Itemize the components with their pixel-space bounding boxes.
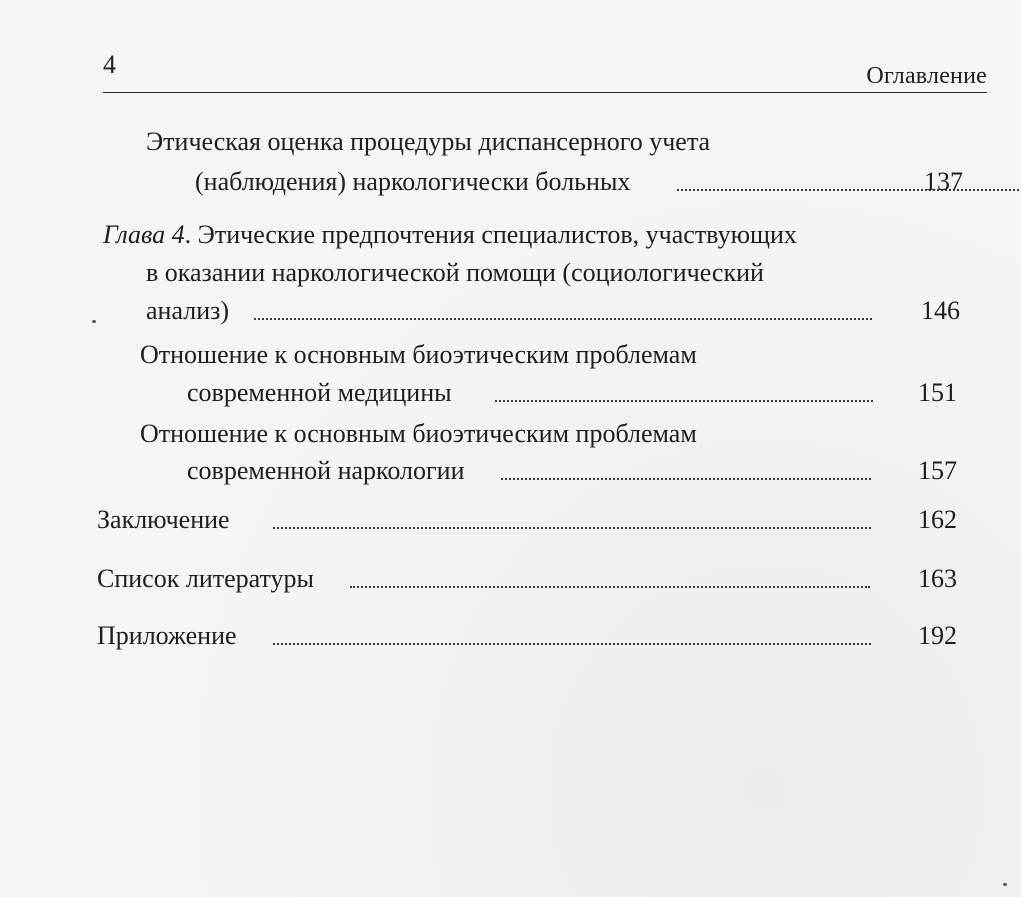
toc-page-number: 192 — [918, 621, 957, 650]
toc-entry-text: Приложение — [97, 621, 237, 650]
toc-entry-text: . Этические предпочтения специалистов, участвующих — [184, 220, 797, 249]
toc-entry-row[interactable] — [195, 167, 963, 199]
running-head — [103, 50, 987, 92]
toc-entry-text: современной наркологии — [187, 456, 465, 485]
toc-page-number: 163 — [918, 564, 957, 593]
toc-entry-text: современной медицины — [187, 378, 452, 407]
toc-entry-text: (наблюдения) наркологически больных — [195, 167, 631, 196]
toc-entry-row[interactable] — [97, 621, 957, 653]
header-title: Оглавление — [866, 63, 987, 89]
toc-entry-row[interactable] — [187, 456, 957, 488]
toc-entry-text: Список литературы — [97, 564, 314, 593]
dot-leader — [501, 478, 871, 480]
paper-speck — [92, 320, 96, 323]
toc-chapter-heading — [103, 220, 797, 250]
toc-entry-row[interactable] — [97, 505, 957, 537]
toc-entry-text: Заключение — [97, 505, 230, 534]
header-rule — [103, 92, 987, 93]
toc-entry-text: Этическая оценка процедуры диспансерного учета — [146, 127, 711, 156]
toc-page-number: 137 — [924, 167, 963, 196]
toc-entry-text: в оказании наркологической помощи (социологический — [146, 258, 764, 287]
page-number: 4 — [103, 50, 116, 79]
toc-entry-row[interactable] — [187, 378, 957, 410]
dot-leader — [254, 318, 872, 320]
paper-speck — [1003, 883, 1007, 886]
dot-leader — [495, 400, 873, 402]
toc-entry-text: Отношение к основным биоэтическим проблемам — [140, 419, 697, 448]
toc-entry-text: анализ) — [146, 296, 230, 325]
dot-leader — [677, 189, 1021, 191]
toc-page-number: 146 — [921, 296, 960, 325]
toc-page-number: 162 — [918, 505, 957, 534]
toc-entry-text: Отношение к основным биоэтическим проблемам — [140, 340, 697, 369]
toc-page-number: 151 — [918, 378, 957, 407]
toc-entry-row[interactable] — [146, 296, 960, 328]
toc-entry-row[interactable] — [97, 564, 957, 596]
toc-page-number: 157 — [918, 456, 957, 485]
dot-leader — [273, 527, 871, 529]
dot-leader — [273, 643, 871, 645]
chapter-label: Глава 4 — [103, 220, 185, 249]
dot-leader — [350, 586, 870, 588]
